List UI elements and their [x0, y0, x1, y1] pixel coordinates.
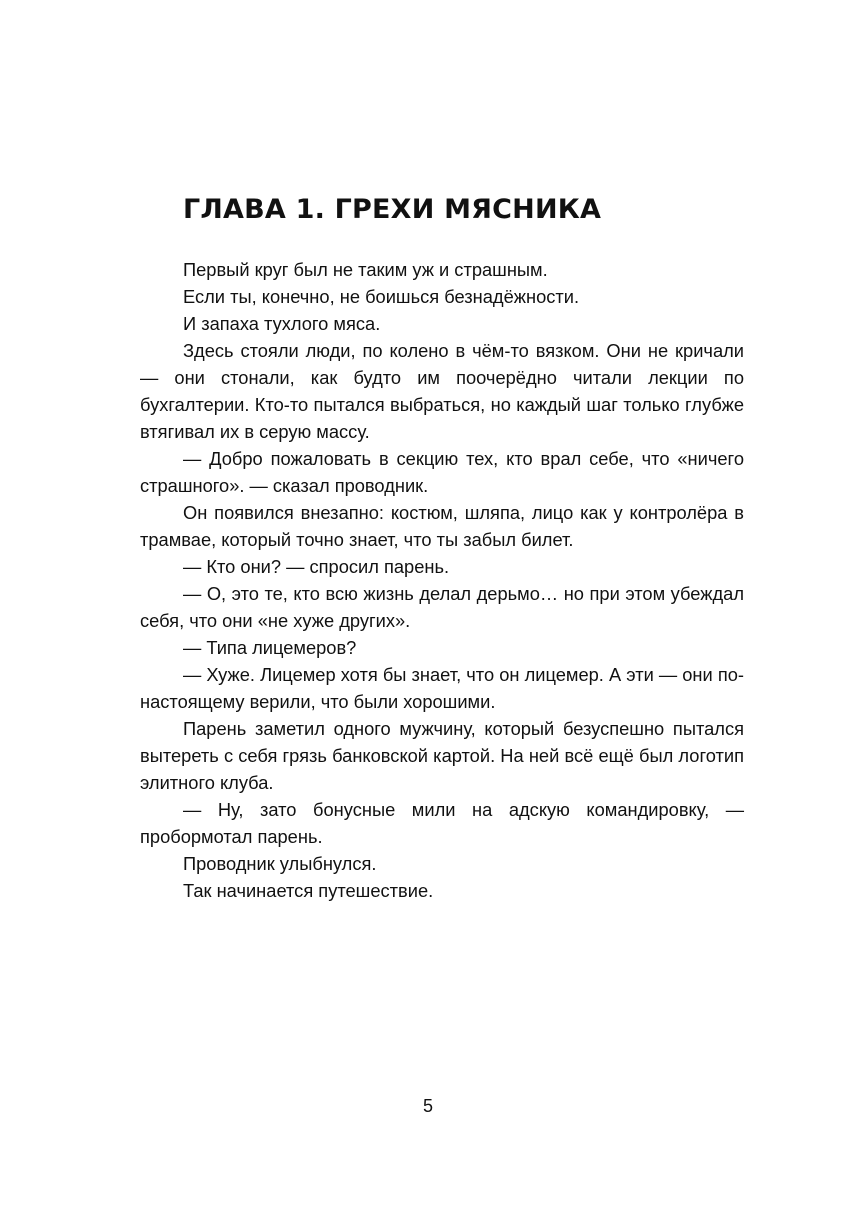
dialogue-line: — Кто они? — спросил парень.: [183, 556, 450, 577]
paragraph: Так начинается путешествие.: [183, 880, 434, 901]
paragraph: Здесь стояли люди, по колено в чём-то вязком. Они не кричали — они стонали, как будто им поочерёдно читали лекции по бухгалтерии. Кто-то пытался выбраться, но каждый шаг только глубже втягивал их в серую массу.: [140, 340, 744, 442]
dialogue-line: — Типа лицемеров?: [183, 637, 357, 658]
chapter-body: [140, 256, 744, 904]
paragraph: Парень заметил одного мужчину, который безуспешно пытался вытереть с себя грязь банковской картой. На ней всё ещё был логотип элитного клуба.: [140, 718, 744, 793]
paragraph: Первый круг был не таким уж и страшным.: [183, 259, 548, 280]
page-number: 5: [422, 1096, 433, 1116]
paragraph: И запаха тухлого мяса.: [183, 313, 381, 334]
dialogue-line: — Добро пожаловать в секцию тех, кто врал себе, что «ничего страшного». — сказал проводник.: [140, 448, 744, 496]
dialogue-line: — Ну, зато бонусные мили на адскую командировку, — пробормотал парень.: [140, 799, 744, 847]
paragraph: Он появился внезапно: костюм, шляпа, лицо как у контролёра в трамвае, который точно знает, что ты забыл билет.: [140, 502, 744, 550]
paragraph: Проводник улыбнулся.: [183, 853, 377, 874]
dialogue-line: — О, это те, кто всю жизнь делал дерьмо… но при этом убеждал себя, что они «не хуже других».: [140, 583, 744, 631]
paragraph: Если ты, конечно, не боишься безнадёжности.: [183, 286, 580, 307]
chapter-title: ГЛАВА 1. ГРЕХИ МЯСНИКА: [183, 194, 602, 225]
dialogue-line: — Хуже. Лицемер хотя бы знает, что он лицемер. А эти — они по-настоящему верили, что были хорошими.: [140, 664, 744, 712]
